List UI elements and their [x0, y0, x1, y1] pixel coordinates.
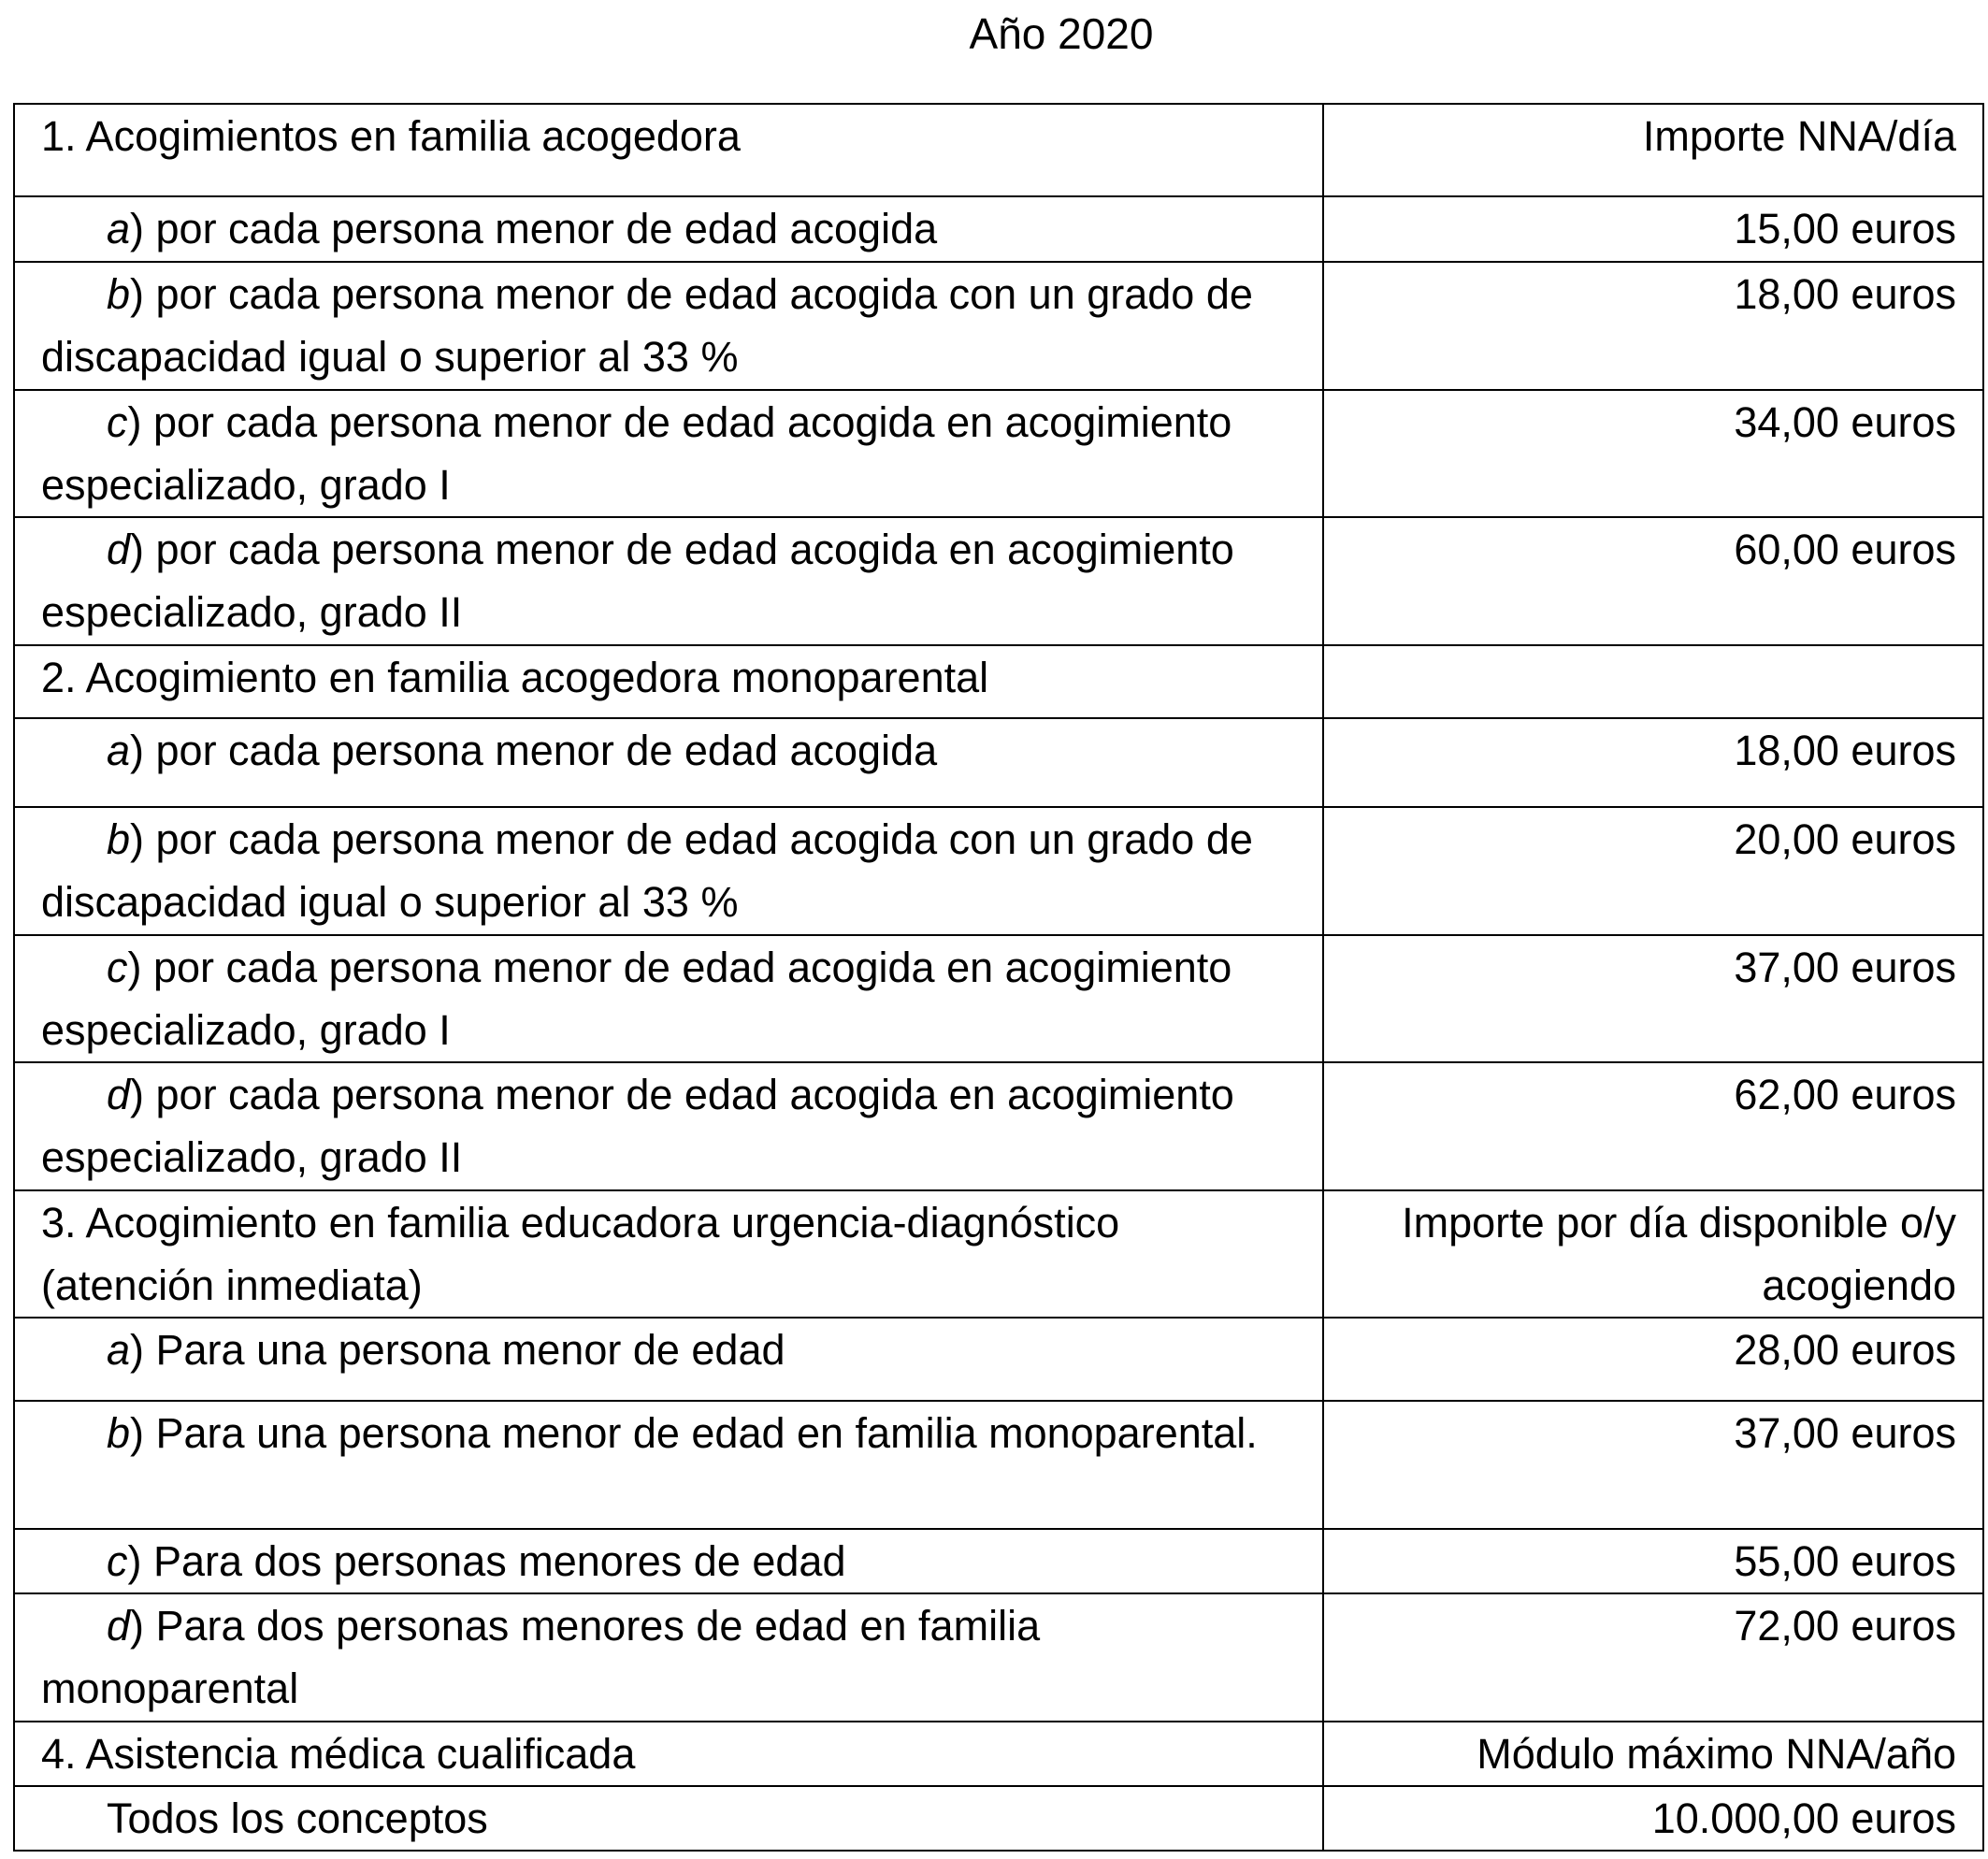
item-letter: d [107, 1071, 131, 1118]
concept-cell [14, 718, 1323, 807]
concept-label: Todos los conceptos [107, 1794, 488, 1842]
concept-cell [14, 1722, 1323, 1786]
concept-cell [14, 390, 1323, 517]
amount-cell: 60,00 euros [1323, 517, 1983, 645]
table-row [14, 807, 1983, 935]
concept-label: ) Para una persona menor de edad [130, 1326, 785, 1374]
table-row [14, 1062, 1983, 1190]
table-row [14, 1529, 1983, 1593]
item-letter: b [107, 1409, 131, 1457]
item-letter: c [107, 1537, 128, 1585]
amount-cell: 62,00 euros [1323, 1062, 1983, 1190]
concept-cell [14, 645, 1323, 718]
table-row [14, 262, 1983, 390]
amount-cell: 18,00 euros [1323, 262, 1983, 390]
item-letter: a [107, 205, 131, 252]
amount-cell: 37,00 euros [1323, 935, 1983, 1062]
page-title: Año 2020 [969, 9, 1154, 58]
concept-label: ) Para dos personas menores de edad en familia monoparental [41, 1602, 1041, 1712]
amount-cell: Módulo máximo NNA/año [1323, 1722, 1983, 1786]
item-letter: d [107, 526, 131, 573]
amount-cell: 10.000,00 euros [1323, 1786, 1983, 1851]
amount-cell: 15,00 euros [1323, 196, 1983, 262]
amount-cell: 72,00 euros [1323, 1593, 1983, 1722]
concept-label: ) Para dos personas menores de edad [127, 1537, 846, 1585]
amount-cell: 18,00 euros [1323, 718, 1983, 807]
table-row [14, 718, 1983, 807]
concept-cell [14, 935, 1323, 1062]
item-letter: b [107, 815, 131, 863]
concept-cell [14, 262, 1323, 390]
item-letter: a [107, 1326, 131, 1374]
concept-label: ) por cada persona menor de edad acogida [130, 205, 938, 252]
table-row [14, 1190, 1983, 1318]
concept-cell [14, 196, 1323, 262]
concept-label: ) por cada persona menor de edad acogida en acogimiento especializado, grado I [41, 944, 1232, 1054]
concept-label: ) por cada persona menor de edad acogida [130, 727, 938, 774]
concept-cell [14, 1786, 1323, 1851]
item-letter: d [107, 1602, 131, 1650]
amount-cell: Importe por día disponible o/y acogiendo [1323, 1190, 1983, 1318]
table-row [14, 390, 1983, 517]
concept-label: ) por cada persona menor de edad acogida con un grado de discapacidad igual o superior al 33 % [41, 815, 1253, 926]
item-letter: c [107, 944, 128, 991]
concept-label: 1. Acogimientos en familia acogedora [41, 112, 741, 160]
amount-cell: 34,00 euros [1323, 390, 1983, 517]
concept-label: 2. Acogimiento en familia acogedora monoparental [41, 654, 989, 701]
amount-cell: 20,00 euros [1323, 807, 1983, 935]
table-row [14, 1786, 1983, 1851]
amount-cell [1323, 645, 1983, 718]
amounts-table [13, 103, 1984, 1852]
table-body [14, 104, 1983, 1851]
table-row [14, 1401, 1983, 1529]
concept-cell [14, 1593, 1323, 1722]
table-row [14, 645, 1983, 718]
item-letter: c [107, 398, 128, 446]
concept-label: ) por cada persona menor de edad acogida en acogimiento especializado, grado II [41, 526, 1234, 636]
concept-label: 3. Acogimiento en familia educadora urgencia-diagnóstico (atención inmediata) [41, 1199, 1120, 1309]
concept-label: ) por cada persona menor de edad acogida con un grado de discapacidad igual o superior al 33 % [41, 270, 1253, 381]
concept-label: 4. Asistencia médica cualificada [41, 1730, 636, 1778]
concept-cell [14, 517, 1323, 645]
table-row [14, 104, 1983, 196]
concept-cell [14, 104, 1323, 196]
table-row [14, 935, 1983, 1062]
concept-label: ) por cada persona menor de edad acogida en acogimiento especializado, grado I [41, 398, 1232, 509]
concept-cell [14, 807, 1323, 935]
concept-label: ) Para una persona menor de edad en familia monoparental. [130, 1409, 1258, 1457]
amount-cell: Importe NNA/día [1323, 104, 1983, 196]
table-row [14, 1593, 1983, 1722]
table-row [14, 1318, 1983, 1401]
concept-cell [14, 1190, 1323, 1318]
item-letter: a [107, 727, 131, 774]
table-row [14, 1722, 1983, 1786]
concept-cell [14, 1401, 1323, 1529]
item-letter: b [107, 270, 131, 318]
amount-cell: 55,00 euros [1323, 1529, 1983, 1593]
concept-label: ) por cada persona menor de edad acogida en acogimiento especializado, grado II [41, 1071, 1234, 1181]
table-row [14, 196, 1983, 262]
concept-cell [14, 1062, 1323, 1190]
amount-cell: 28,00 euros [1323, 1318, 1983, 1401]
table-row [14, 517, 1983, 645]
amount-cell: 37,00 euros [1323, 1401, 1983, 1529]
concept-cell [14, 1529, 1323, 1593]
concept-cell [14, 1318, 1323, 1401]
